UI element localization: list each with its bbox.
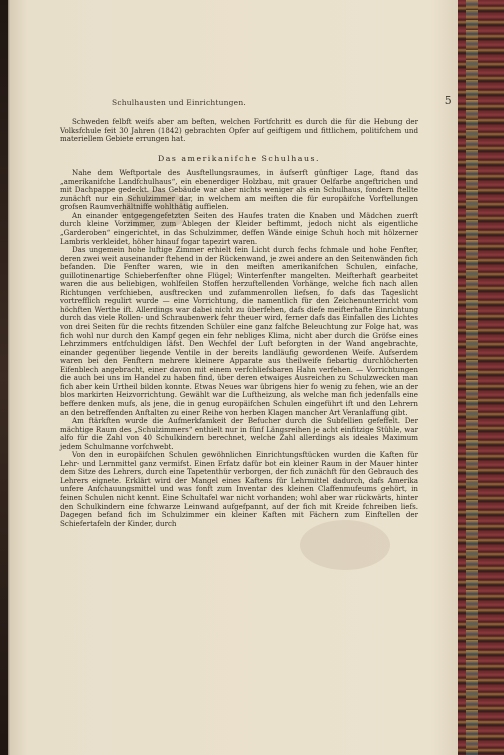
page-number: 5 bbox=[444, 94, 452, 107]
body-paragraph: Von den in europäifchen Schulen gewöhnlichen Einrichtungsftücken wurden die Kaften für Lehr- und Lernmittel ganz vermifst. Einen Erfatz dafür bot ein kleiner Raum in der Mauer hinter dem Sitze des Lehrers, durch eine Tapetenthür verborgen, der fich zunächft für den Gebrauch des Lehrers eignete. Erklärt wird der Mangel eines Kaftens für Lehrmittel dadurch, dafs Amerika unfere Anfchauungsmittel und was fonft zum Inventar des kleinen Claffenmufeums gehört, in feinen Schulen nicht kennt. Eine Schultafel war nicht vorhanden; wohl aber war rückwärts, hinter den Schulkindern eine fchwarze Leinwand aufgefpannt, auf der fich mit Kreide fchreiben liefs. Dagegen befand fich im Schulzimmer ein kleiner Kaften mit Fächern zum Einftellen der Schiefertafeln der Kinder, durch bbox=[60, 450, 418, 528]
body-paragraph: An einander entgegengefetzten Seiten des Haufes traten die Knaben und Mädchen zuerft durch kleine Vorzimmer, zum Ablegen der Kleider beftimmt, jedoch nicht als eigentliche „Garderoben“ eingerichtet, in das Schulzimmer, deffen Wände einige Schuh hoch mit hölzerner Lambris verkleidet, höher hinauf fogar tapezirt waren. bbox=[60, 210, 418, 246]
body-paragraph: Am ftärkften wurde die Aufmerkfamkeit der Befucher durch die Subfellien gefeffelt. Der mächtige Raum des „Schulzimmers“ enthielt nur in fünf Längsreihen je acht einfitzige Stühle, war alfo für die Zahl von 40 Schulkindern berechnet, welche Zahl allerdings als ideales Maximum jedem Schulmanne vorfchwebt. bbox=[60, 416, 418, 451]
body-paragraph: Nahe dem Weftportale des Ausftellungsraumes, in äufserft günftiger Lage, ftand das „amerikanifche Landfchulhaus“, ein ebenerdiger Holzbau, mit grauer Oelfarbe angeftrichen und mit Dachpappe gedeckt. Das Gebäude war aber nichts weniger als ein Schulhaus, fondern ftellte zunächft nur ein Schulzimmer dar, in welchem am meiften die für europäifche Vorftellungen grofsen Raumverhältniffe wohlthätig auffielen. bbox=[60, 168, 418, 212]
section-heading: Das amerikanifche Schulhaus. bbox=[158, 153, 320, 163]
page-body bbox=[60, 118, 418, 528]
body-paragraph: Das ungemein hohe luftige Zimmer erhielt fein Licht durch fechs fchmale und hohe Fenfter, deren zwei weit auseinander ftehend in der Rückenwand, je zwei andere an den Seitenwänden fich befanden. Die Fenfter waren, wie in den meiften amerikanifchen Schulen, einfache, guillotinenartige Schieberfenfter ohne Flügel; Winterfenfter mangelten. Meifterhaft gearbeitet waren die aus beliebigen, wohlfeilen Stoffen herzuftellenden Vorhänge, welche fich nach allen Richtungen verfchieben, ausftrecken und zufammenrollen liefsen, fo dafs das Tageslicht vortrefflich regulirt wurde — eine Vorrichtung, die namentlich für den Zeichenunterricht vom höchften Werthe ift. Allerdings war dabei nicht zu überfehen, dafs diefe meifterhafte Einrichtung durch das viele Rollen- und Schraubenwerk fehr theuer wird, ferner dafs das Einfallen des Lichtes von drei Seiten für die rechts fitzenden Schüler eine ganz falfche Beleuchtung zur Folge hat, was fich wohl nur durch den Kampf gegen ein fehr nebliges Klima, nicht aber durch die Gröfse eines Lehrzimmers entfchuldigen läfst. Den Wechfel der Luft beforgten in der Wand angebrachte, einander gegenüber liegende Ventile in der bereits landläufig gewordenen Weife. Aufserdem waren bei den Fenftern mehrere kleinere Apparate aus theilweife fiebartig durchlöcherten Eifenblech angebracht, einer davon mit einem verfchliefsbaren Hahn verfehen. — Vorrichtungen die auch bei uns im Handel zu haben find, über deren etwaiges Ausreichen zu Schulzwecken man fich aber kein Urtheil bilden konnte. Etwas Neues war übrigens hier fo wenig zu fehen, wie an der blos markirten Heizvorrichtung. Gewählt war die Luftheizung, als welche man fich jedenfalls eine beffere denken mufs, als jene, die in genug europäifchen Schulen eingeführt ift und den Lehrern an den betreffenden Anftalten zu einer Reihe von herben Klagen mancher Art Veranlaffung gibt. bbox=[60, 245, 418, 417]
book-spine-edge bbox=[0, 0, 8, 755]
running-title: Schulhausten und Einrichtungen. bbox=[112, 98, 246, 107]
intro-paragraph: Schweden felbft weifs aber am beften, welchen Fortfchritt es durch die für die Hebung der Volksfchule feit 30 Jahren (1842) gebrachten Opfer auf geiftigem und fittlichem, politifchem und materiellem Gebiete errungen hat. bbox=[60, 117, 418, 144]
page-edges-marbled bbox=[458, 0, 504, 755]
